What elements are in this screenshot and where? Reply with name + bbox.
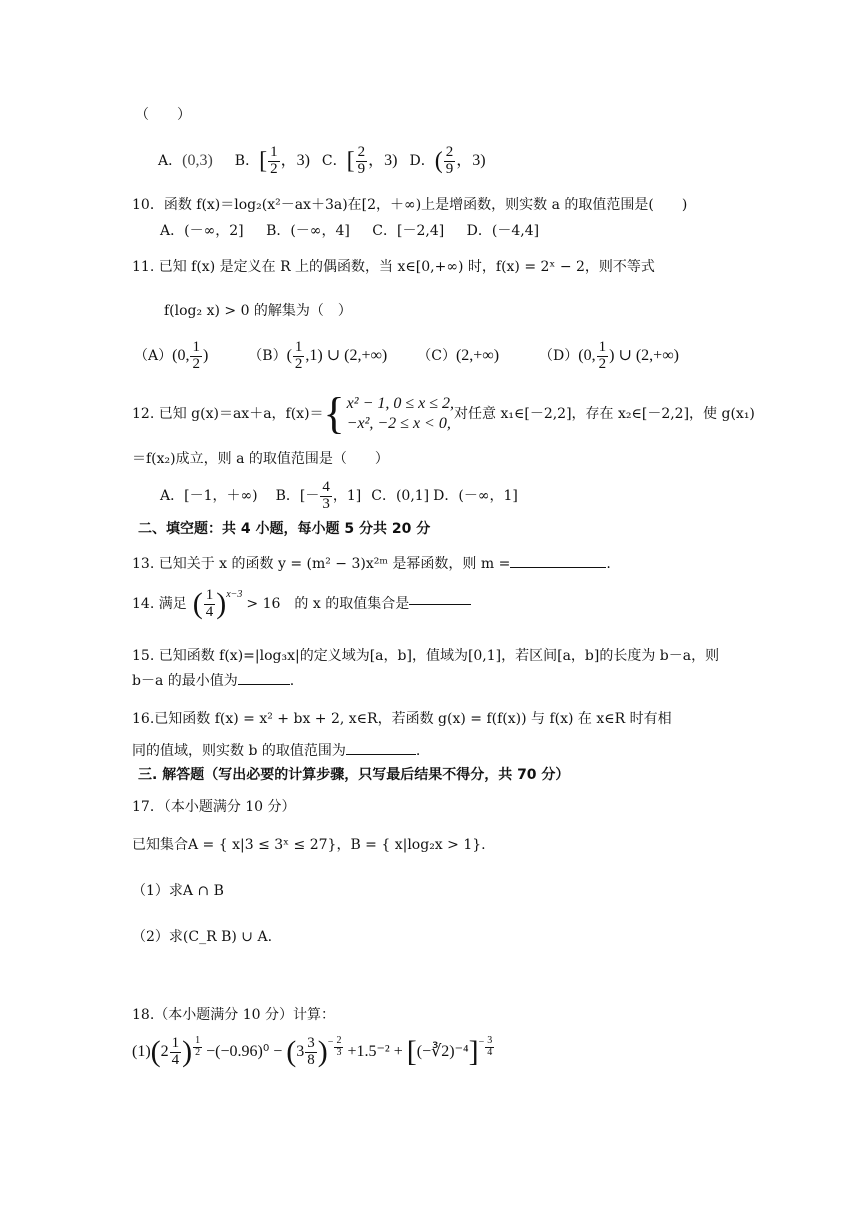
q11-options: （A） (0, $\frac{1}{2}$ ) （B） ( $\frac{1}{2}$ ,1) ∪ (2,+∞) （C） (2,+∞) （D） (0, $\frac{1}{2}$ ) ∪ (2,+∞) (134, 339, 679, 372)
q18-exp2-den: 3 (336, 1046, 342, 1058)
q18-exp3-num: 3 (487, 1035, 493, 1046)
q9-option-c-label: C． (321, 153, 347, 170)
q12-case-2: −x², −2 ≤ x < 0, (346, 415, 451, 432)
q11-b-tail: ,1) ∪ (2,+∞) (305, 346, 388, 364)
q11-d-tail: ) ∪ (2,+∞) (609, 346, 679, 364)
q15-stem: 15. 已知函数 f(x)=|log₃x|的定义域为[a，b]，值域为[0,1]，若区间[a，b]的长度为 b－a，则 (132, 648, 720, 664)
q14-den: 4 (205, 603, 214, 620)
q16-end: . (415, 743, 421, 759)
q12-piecewise: { x² − 1, 0 ≤ x ≤ 2, −x², −2 ≤ x < 0, (323, 389, 455, 438)
q11-d-den: 2 (598, 355, 607, 372)
q18-expression: (1) ( 2 $\frac{1}{4}$ ) $\frac{1}{2}$ −(−0.96)⁰ − ( 3 $\frac{3}{8}$ ) − $\frac{2}{3}$ +1.5⁻² + [ (−∛2)⁻⁴ ] − $\frac{3}{4}$ (132, 1035, 493, 1069)
q11-option-c: (2,+∞) (455, 346, 500, 364)
q11-option-b: ( (286, 346, 292, 364)
q14-stem: 14. 满足 ( $\frac{1}{4}$ ) x−3 > 16 的 x 的取值集合是 (132, 588, 471, 621)
q18-exp2-sign: − (327, 1037, 334, 1048)
q9-b-tail: ，3) (280, 151, 310, 169)
q12-option-b: B．[－ (275, 488, 320, 505)
q18-title: 18.（本小题满分 10 分）计算： (132, 1007, 335, 1023)
q11-b-num: 1 (294, 339, 303, 355)
q18-exp1-num: 1 (195, 1035, 201, 1046)
q9-option-b-label: B． (234, 153, 260, 170)
q10-stem: 10．函数 f(x)＝log₂(x²－ax＋3a)在[2，＋∞)上是增函数，则实数 a 的取值范围是( ) (132, 197, 688, 213)
q18-num-1: 1 (171, 1035, 180, 1051)
q11-b-den: 2 (294, 355, 303, 372)
q18-num-2: 3 (307, 1035, 315, 1051)
q17-part-2: （2）求(C_R B) ∪ A. (132, 929, 273, 945)
q18-middle-2: +1.5⁻² + (347, 1042, 403, 1060)
q14-tail: > 16 的 x 的取值集合是 (246, 596, 410, 613)
q11-option-a-label: （A） (134, 348, 173, 365)
q17-given: 已知集合A = { x|3 ≤ 3ˣ ≤ 27}，B = { x|log₂x > 1}. (132, 837, 486, 853)
q12-option-a: A．[－1，＋∞) (160, 488, 258, 505)
q13-stem (132, 555, 611, 573)
q17-part-1: （1）求A ∩ B (132, 883, 224, 899)
section-fill-in: 二、填空题：共 4 小题，每小题 5 分共 20 分 (138, 521, 431, 537)
q10-option-d: D．(－4,4] (466, 223, 540, 239)
q15-answer-blank[interactable] (238, 684, 290, 685)
q13-end: . (606, 556, 611, 572)
q16-stem-2 (132, 742, 420, 760)
q18-den-1: 4 (171, 1051, 180, 1068)
q18-whole-1: 2 (160, 1042, 169, 1060)
q9-d-num: 2 (445, 144, 454, 160)
q11-stem-2: f(log₂ x) > 0 的解集为（ ） (164, 303, 352, 319)
q12-b-num: 4 (322, 479, 330, 495)
q12-case-1: x² − 1, 0 ≤ x ≤ 2, (346, 395, 455, 412)
q9-option-a: (0,3) (182, 151, 213, 169)
q14-answer-blank[interactable] (409, 604, 471, 605)
q9-bracket: （ ） (135, 107, 191, 123)
q11-a-den: 2 (192, 355, 200, 372)
q12-b-den: 3 (322, 495, 330, 512)
q12-option-c: C．(0,1] (371, 488, 430, 505)
q10-option-b: B．(－∞，4] (266, 223, 350, 239)
q9-b-den: 2 (270, 160, 278, 177)
q14-num: 1 (205, 587, 214, 603)
q11-stem: 11. 已知 f(x) 是定义在 R 上的偶函数，当 x∈[0,+∞) 时，f(x) = 2ˣ − 2，则不等式 (132, 259, 655, 275)
q9-c-num: 2 (357, 144, 366, 160)
q12-b-tail: ，1] (332, 488, 362, 505)
q9-d-den: 9 (445, 160, 454, 177)
q9-d-tail: ，3) (456, 151, 486, 169)
q14-exponent: x−3 (226, 589, 243, 600)
q18-whole-2: 3 (296, 1042, 305, 1060)
q16-answer-blank[interactable] (346, 754, 416, 755)
q16-stem: 16.已知函数 f(x) = x² + bx + 2, x∈R，若函数 g(x) = f(f(x)) 与 f(x) 在 x∈R 时有相 (132, 711, 672, 727)
q15-stem-2 (132, 672, 294, 690)
q12-option-d: D．(－∞，1] (433, 488, 518, 505)
q11-option-b-label: （B） (248, 348, 287, 365)
q18-den-2: 8 (307, 1051, 315, 1068)
q16-text: 同的值域，则实数 b 的取值范围为 (132, 743, 346, 759)
q18-exp3-sign: − (478, 1037, 485, 1048)
q11-d-num: 1 (598, 339, 607, 355)
q11-option-c-label: （C） (417, 348, 456, 365)
q18-part-label: (1) (132, 1042, 151, 1060)
q9-b-num: 1 (270, 144, 278, 160)
q12-lead: 12. 已知 g(x)＝ax＋a，f(x)＝ (132, 405, 324, 422)
q15-text: b－a 的最小值为 (132, 673, 238, 689)
q13-text: 13. 已知关于 x 的函数 y = (m² − 3)x²ᵐ 是幂函数，则 m = (132, 556, 511, 572)
q11-option-d-label: （D） (539, 348, 579, 365)
q10-options (160, 222, 557, 240)
q17-title: 17．（本小题满分 10 分） (132, 799, 296, 815)
q11-a-num: 1 (192, 339, 200, 355)
q12-stem (132, 389, 755, 438)
q18-inner: (−∛2)⁻⁴ (416, 1042, 469, 1060)
q10-option-a: A．(－∞，2] (160, 223, 244, 239)
section-answer: 三. 解答题（写出必要的计算步骤，只写最后结果不得分，共 70 分） (138, 767, 570, 783)
q18-middle-1: −(−0.96)⁰ − (206, 1042, 283, 1060)
q14-lead: 14. 满足 (132, 596, 187, 613)
q18-exp2-num: 2 (336, 1035, 342, 1046)
q9-option-d-label: D． (409, 153, 435, 170)
q18-exp3-den: 4 (487, 1046, 493, 1058)
q9-c-tail: ，3) (368, 151, 398, 169)
q12-stem-2: ＝f(x₂)成立，则 a 的取值范围是（ ） (132, 451, 389, 467)
q13-answer-blank[interactable] (510, 567, 606, 568)
q12-tail: 对任意 x₁∈[－2,2]，存在 x₂∈[－2,2]，使 g(x₁) (454, 405, 755, 422)
q9-options: A． (0,3) B． [ $\frac{1}{2}$ ，3) C． [ $\frac{2}{9}$ ，3) D． ( $\frac{2}{9}$ ，3) (158, 144, 486, 177)
q12-options (160, 480, 518, 513)
q10-option-c: C．[－2,4] (372, 223, 445, 239)
q11-option-d: (0, (578, 346, 596, 364)
q11-option-a: (0, (172, 346, 190, 364)
q18-exp1-den: 2 (195, 1046, 201, 1058)
q15-end: . (289, 673, 295, 689)
q9-c-den: 9 (357, 160, 366, 177)
q9-option-a-label: A． (158, 153, 183, 170)
